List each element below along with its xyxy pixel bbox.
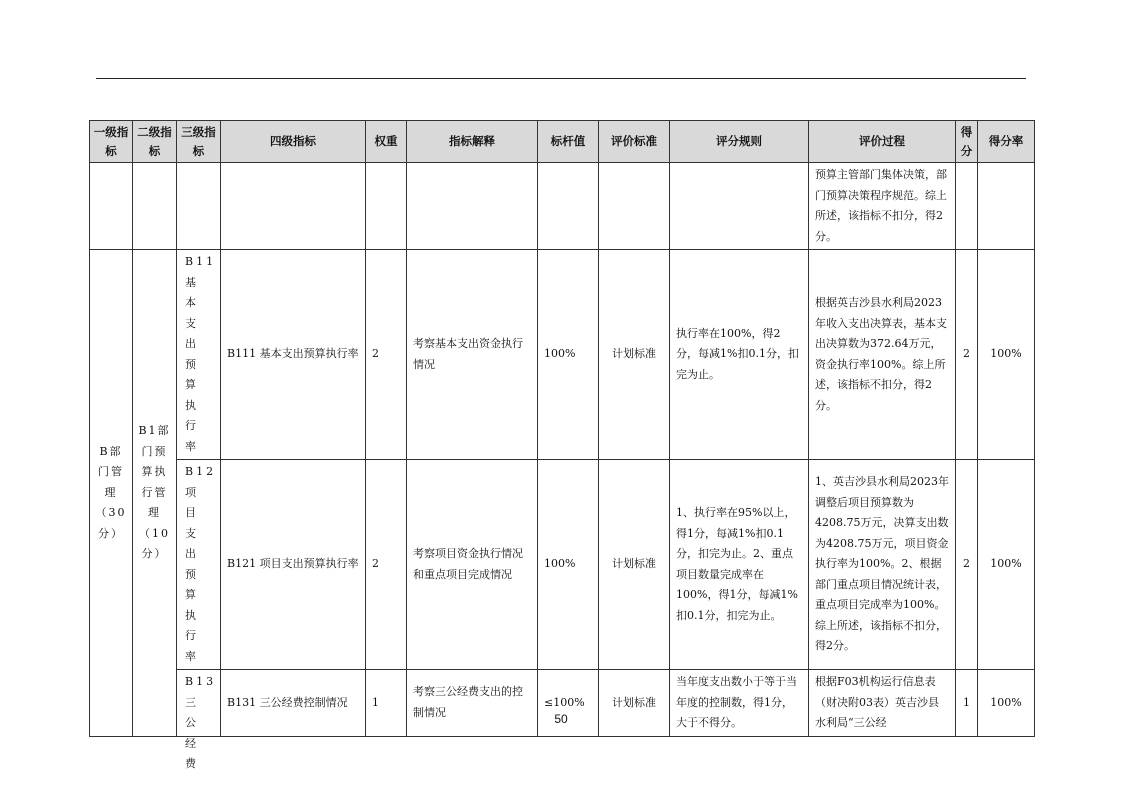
process-clip: 根据F03机构运行信息表（财决附03表）英吉沙县水利局“三公经: [815, 675, 939, 729]
carry-cell-empty: [133, 163, 177, 250]
carry-cell-empty: [407, 163, 538, 250]
carry-cell-empty: [599, 163, 670, 250]
header-standard: 评价标准: [599, 121, 670, 163]
level4-cell: B121 项目支出预算执行率: [221, 460, 366, 670]
carry-cell-empty: [221, 163, 366, 250]
explain-cell: 考察项目资金执行情况和重点项目完成情况: [407, 460, 538, 670]
standard-cell: 计划标准: [599, 250, 670, 460]
level4-cell: B131 三公经费控制情况: [221, 670, 366, 737]
process-cell: 1、英吉沙县水利局2023年调整后项目预算数为4208.75万元，决算支出数为4208.75万元，项目资金执行率为100%。2、根据部门重点项目情况统计表，重点项目完成率为100%。综上所述，该指标不扣分，得2分。: [809, 460, 956, 670]
carry-cell-empty: [538, 163, 599, 250]
score-cell: 2: [956, 250, 978, 460]
header-rule: 评分规则: [670, 121, 809, 163]
process-cell: 根据英吉沙县水利局2023年收入支出决算表，基本支出决算数为372.64万元，资金执行率100%。综上所述，该指标不扣分，得2分。: [809, 250, 956, 460]
header-rate: 得分率: [978, 121, 1035, 163]
carry-cell-empty: [670, 163, 809, 250]
header-score: 得分: [956, 121, 978, 163]
rule-cell: 执行率在100%，得2分，每减1%扣0.1分，扣完为止。: [670, 250, 809, 460]
benchmark-cell: ≤100%: [538, 670, 599, 737]
standard-cell: 计划标准: [599, 460, 670, 670]
header-level4: 四级指标: [221, 121, 366, 163]
evaluation-table: [89, 120, 1035, 770]
weight-cell: 2: [366, 250, 407, 460]
header-level1: 一级指标: [90, 121, 133, 163]
carry-cell-empty: [956, 163, 978, 250]
header-benchmark: 标杆值: [538, 121, 599, 163]
score-cell: 1: [956, 670, 978, 737]
standard-cell: 计划标准: [599, 670, 670, 737]
level2-cell: B1部门预算执行管理（10分）: [133, 250, 177, 737]
explain-cell: 考察三公经费支出的控制情况: [407, 670, 538, 737]
table-row: [90, 250, 1035, 460]
benchmark-cell: 100%: [538, 250, 599, 460]
rule-cell: 1、执行率在95%以上，得1分，每减1%扣0.1分，扣完为止。2、重点项目数量完成率在100%，得1分，每减1%扣0.1分，扣完为止。: [670, 460, 809, 670]
carry-process: 预算主管部门集体决策，部门预算决策程序规范。综上所述，该指标不扣分，得2分。: [809, 163, 956, 250]
level3-cell: [177, 670, 221, 770]
explain-cell: 考察基本支出资金执行情况: [407, 250, 538, 460]
rate-cell: 100%: [978, 670, 1035, 737]
weight-cell: 2: [366, 460, 407, 670]
carry-cell-empty: [978, 163, 1035, 250]
header-explain: 指标解释: [407, 121, 538, 163]
header-process: 评价过程: [809, 121, 956, 163]
level3-cell: B11基本支出预算执行率: [177, 250, 221, 460]
header-weight: 权重: [366, 121, 407, 163]
table-row: [90, 670, 1035, 737]
table-row-carry: [90, 163, 1035, 250]
header-level2: 二级指标: [133, 121, 177, 163]
header-rule: [96, 78, 1026, 79]
level1-cell: B部门管理（30分）: [90, 250, 133, 737]
benchmark-cell: 100%: [538, 460, 599, 670]
carry-cell-empty: [177, 163, 221, 250]
carry-cell-empty: [366, 163, 407, 250]
page-number: 50: [554, 712, 568, 726]
process-cell: [809, 670, 956, 737]
table-row: [90, 460, 1035, 670]
rule-cell: 当年度支出数小于等于当年度的控制数，得1分，大于不得分。: [670, 670, 809, 737]
header-row: [90, 121, 1035, 163]
rate-cell: 100%: [978, 460, 1035, 670]
level4-cell: B111 基本支出预算执行率: [221, 250, 366, 460]
score-cell: 2: [956, 460, 978, 670]
level3-cell: B12项目支出预算执行率: [177, 460, 221, 670]
rate-cell: 100%: [978, 250, 1035, 460]
weight-cell: 1: [366, 670, 407, 737]
header-level3: 三级指标: [177, 121, 221, 163]
carry-cell-empty: [90, 163, 133, 250]
level3-clip: B13三公经费: [185, 675, 217, 770]
